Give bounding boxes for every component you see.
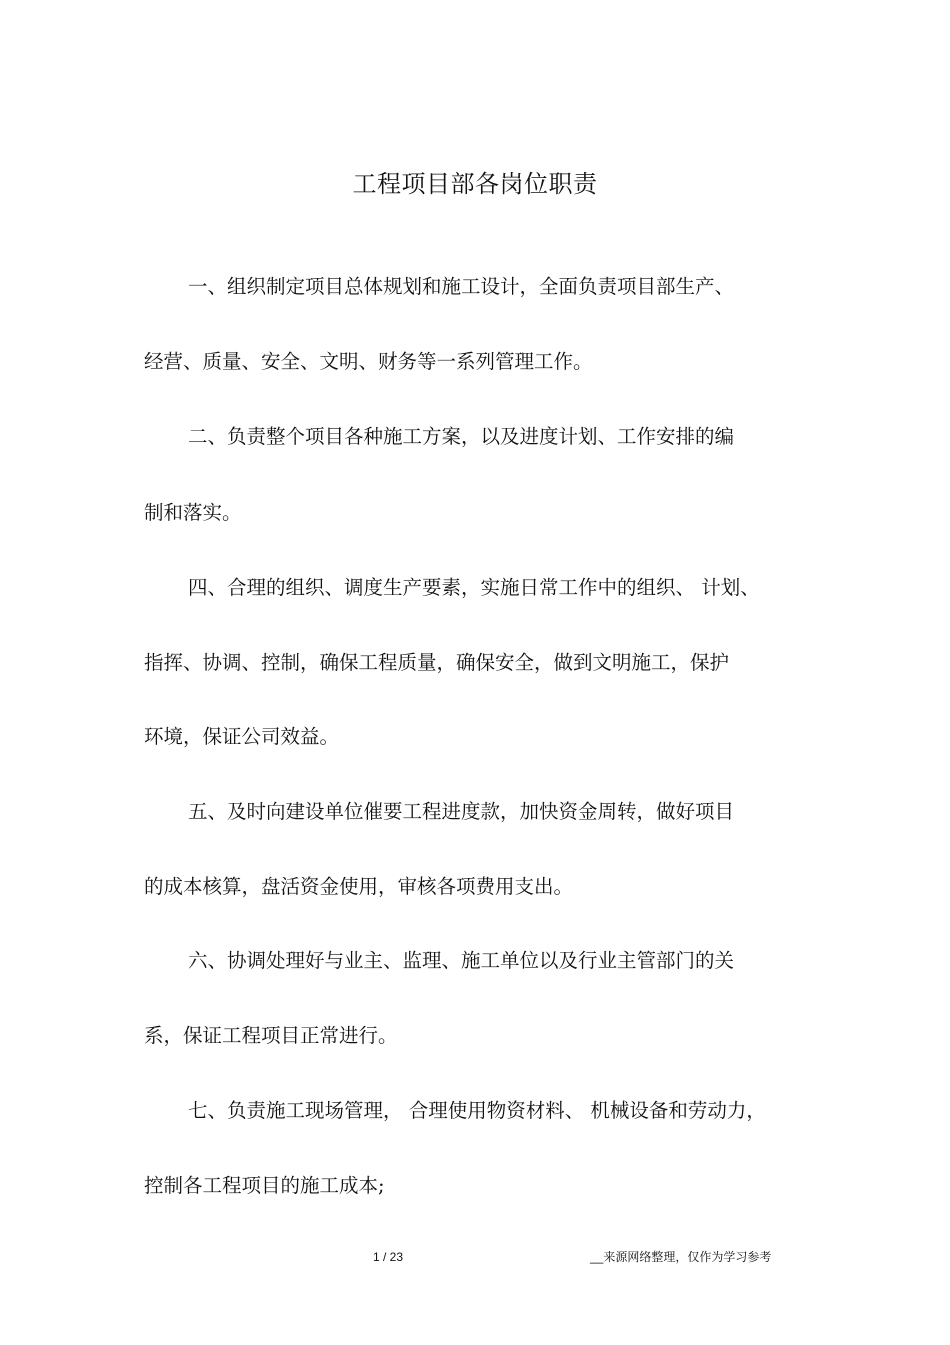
paragraph-5-line-2: 的成本核算，盘活资金使用，审核各项费用支出。 [144, 875, 574, 898]
source-note: __来源网络整理，仅作为学习参考 [590, 1250, 772, 1264]
paragraph-1-line-2: 经营、质量、安全、文明、财务等一系列管理工作。 [144, 350, 593, 373]
document-title: 工程项目部各岗位职责 [352, 170, 598, 198]
paragraph-7-line-2: 控制各工程项目的施工成本; [144, 1174, 385, 1197]
paragraph-6-line-2: 系，保证工程项目正常进行。 [144, 1024, 398, 1047]
paragraph-2-line-2: 制和落实。 [144, 501, 242, 524]
paragraph-7-line-1: 七、负责施工现场管理， 合理使用物资材料、 机械设备和劳动力， [188, 1099, 766, 1122]
paragraph-5-line-1: 五、及时向建设单位催要工程进度款，加快资金周转，做好项目 [188, 800, 735, 823]
paragraph-4-line-1: 四、合理的组织、调度生产要素，实施日常工作中的组织、 计划、 [188, 576, 760, 599]
paragraph-4-line-3: 环境，保证公司效益。 [144, 725, 340, 748]
paragraph-2-line-1: 二、负责整个项目各种施工方案，以及进度计划、工作安排的编 [188, 425, 735, 448]
page-number: 1 / 23 [373, 1250, 404, 1264]
paragraph-6-line-1: 六、协调处理好与业主、监理、施工单位以及行业主管部门的关 [188, 949, 735, 972]
paragraph-4-line-2: 指挥、协调、控制，确保工程质量，确保安全，做到文明施工，保护 [144, 651, 730, 674]
paragraph-1-line-1: 一、组织制定项目总体规划和施工设计，全面负责项目部生产、 [188, 275, 735, 298]
